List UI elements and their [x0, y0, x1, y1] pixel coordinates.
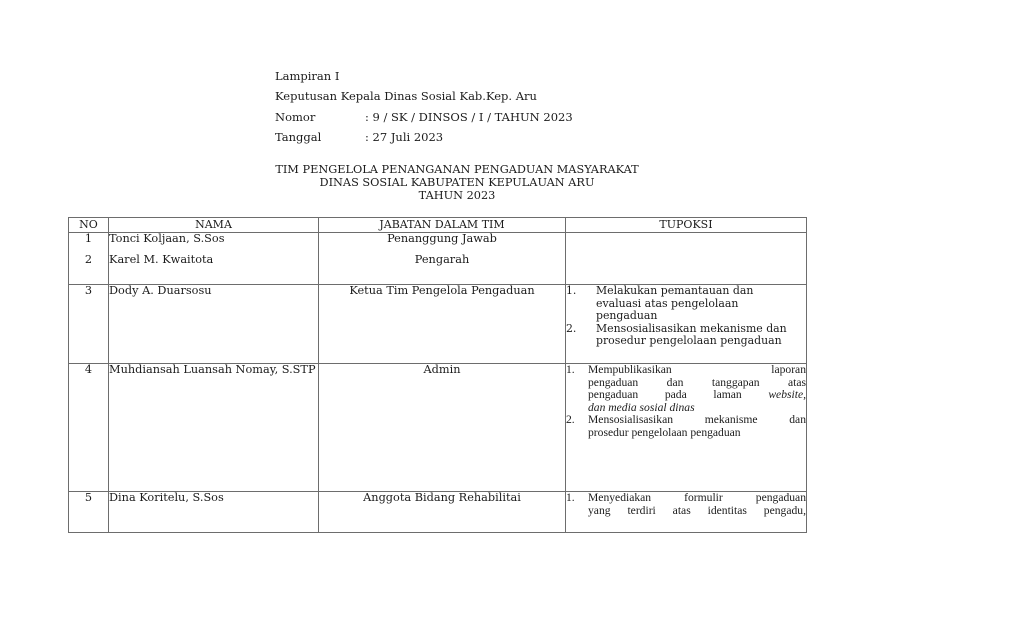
member-role: Penanggung Jawab — [387, 232, 497, 245]
table-header-row — [69, 218, 807, 233]
cell-tupoksi — [566, 285, 807, 364]
table-row-4 — [69, 364, 807, 492]
cell-tupoksi-empty — [566, 233, 807, 285]
cell-no: 4 — [69, 364, 109, 492]
cell-tupoksi — [566, 492, 807, 533]
tupoksi-line: Mensosialisasikan mekanisme dan — [596, 321, 787, 335]
tupoksi-line: pengaduan — [596, 309, 658, 323]
list-marker: 1. — [566, 284, 577, 297]
title-line-1: TIM PENGELOLA PENANGANAN PENGADUAN MASYARAKAT — [275, 163, 639, 176]
table-row-5 — [69, 492, 807, 533]
cell-no: 3 — [69, 285, 109, 364]
cell-role: Ketua Tim Pengelola Pengaduan — [319, 285, 566, 364]
tupoksi-line: dan media sosial dinas — [588, 400, 695, 414]
tupoksi-line: evaluasi atas pengelolaan — [596, 296, 739, 310]
tupoksi-line: yang terdiri atas identitas pengadu, — [588, 503, 806, 517]
tupoksi-item — [566, 364, 806, 414]
tupoksi-line: Melakukan pemantauan dan — [596, 284, 754, 297]
cell-name: Muhdiansah Luansah Nomay, S.STP — [109, 364, 319, 492]
row-number: 2 — [84, 253, 93, 267]
list-marker: 2. — [566, 321, 577, 335]
member-role: Pengarah — [414, 253, 470, 267]
col-header-no: NO — [69, 218, 109, 233]
tanggal-value: : 27 Juli 2023 — [365, 130, 444, 145]
tupoksi-item — [566, 323, 806, 348]
tupoksi-line: prosedur pengelolaan pengaduan — [588, 425, 741, 439]
cell-role: Admin — [319, 364, 566, 492]
table-row-1-2 — [69, 233, 807, 285]
tupoksi-line: prosedur pengelolaan pengaduan — [596, 334, 782, 348]
document-title — [68, 163, 846, 203]
nomor-label: Nomor — [275, 109, 316, 124]
member-name: Karel M. Kwaitota — [109, 253, 214, 267]
tupoksi-item — [566, 492, 806, 517]
cell-name — [109, 233, 319, 285]
list-marker: 1. — [566, 491, 575, 504]
list-marker: 2. — [566, 413, 575, 427]
cell-name: Dody A. Duarsosu — [109, 285, 319, 364]
tupoksi-item — [566, 285, 806, 323]
tupoksi-item — [566, 414, 806, 439]
col-header-jabatan: JABATAN DALAM TIM — [319, 218, 566, 233]
table-row-3 — [69, 285, 807, 364]
tupoksi-line: Menyediakan formulir pengaduan — [588, 491, 806, 504]
member-name: Tonci Koljaan, S.Sos — [109, 232, 225, 245]
keputusan-line: Keputusan Kepala Dinas Sosial Kab.Kep. Aru — [275, 89, 537, 104]
tupoksi-line: Mempublikasikan laporan — [588, 363, 806, 376]
col-header-nama: NAMA — [109, 218, 319, 233]
tanggal-line — [275, 127, 573, 147]
cell-role: Anggota Bidang Rehabilitai — [319, 492, 566, 533]
list-marker: 1. — [566, 363, 575, 376]
title-line-3: TAHUN 2023 — [418, 189, 496, 203]
cell-name: Dina Koritelu, S.Sos — [109, 492, 319, 533]
row-number: 1 — [84, 232, 93, 245]
cell-role — [319, 233, 566, 285]
cell-tupoksi — [566, 364, 807, 492]
nomor-line — [275, 107, 573, 127]
tupoksi-line: pengaduan pada laman website, — [588, 388, 806, 402]
team-table — [68, 217, 807, 533]
tupoksi-line: Mensosialisasikan mekanisme dan — [588, 413, 806, 427]
lampiran-header-block — [275, 66, 573, 148]
tupoksi-line: pengaduan dan tanggapan atas — [588, 375, 806, 389]
title-line-2: DINAS SOSIAL KABUPATEN KEPULAUAN ARU — [319, 176, 595, 190]
lampiran-label: Lampiran I — [275, 69, 340, 83]
cell-no: 5 — [69, 492, 109, 533]
cell-no — [69, 233, 109, 285]
nomor-value: : 9 / SK / DINSOS / I / TAHUN 2023 — [365, 109, 573, 124]
col-header-tupoksi: TUPOKSI — [566, 218, 807, 233]
tanggal-label: Tanggal — [275, 130, 322, 145]
